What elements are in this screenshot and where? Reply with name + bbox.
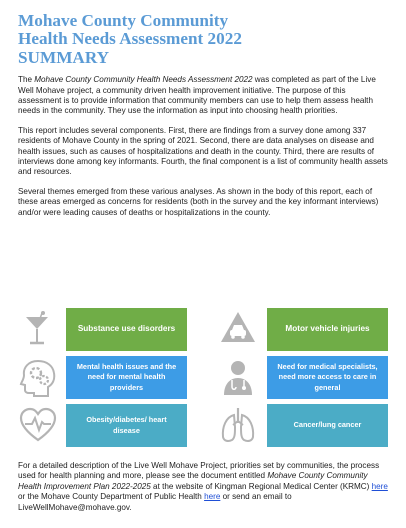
krmc-link[interactable]: here	[371, 481, 388, 491]
head-gears-icon	[18, 357, 58, 397]
theme-medical-specialists: Need for medical specialists, need more access to care in general	[267, 356, 388, 399]
document-title	[18, 12, 388, 67]
footer-paragraph	[18, 461, 388, 513]
intro-paragraph	[18, 75, 388, 117]
theme-obesity-diabetes: Obesity/diabetes/ heart disease	[66, 404, 187, 447]
intro-prefix: The	[18, 75, 35, 85]
theme-cancer: Cancer/lung cancer	[267, 404, 388, 447]
themes-row-3	[18, 404, 388, 447]
doctor-stethoscope-icon	[218, 357, 258, 397]
cocktail-glass-icon	[18, 309, 58, 349]
theme-substance-use: Substance use disorders	[66, 308, 187, 351]
intro-rest: was completed as part of the Live Well Mohave project, a community driven health improvement initiative. The purpose of this assessment is to provide information that community members can use to help them assess health needs in the community. They use the information as input into choosing health priorities.	[18, 75, 376, 116]
lungs-icon	[218, 405, 258, 445]
themes-paragraph: Several themes emerged from these various analyses. As shown in the body of this report, each of these areas emerged as concerns for residents (both in the survey and the key informant interviews) and/or were leading causes of deaths or hospitalizations in the county.	[18, 186, 379, 217]
themes-row-2	[18, 356, 388, 399]
car-crash-warning-icon	[218, 309, 258, 349]
theme-mental-health: Mental health issues and the need for mental health providers	[66, 356, 187, 399]
themes-row-1	[18, 308, 388, 351]
summary-page	[18, 11, 388, 512]
title-line-2: Health Needs Assessment 2022	[18, 29, 242, 49]
title-line-1: Mohave County Community	[18, 11, 229, 30]
theme-motor-vehicle: Motor vehicle injuries	[267, 308, 388, 351]
title-line-3: SUMMARY	[18, 47, 110, 67]
components-paragraph: This report includes several components. First, there are findings from a survey done among 337 residents of Mohave County in the spring of 2021. Second, there are data analyses on disease and health issues, such as causes of hospitalizations and death in the county. Third, there are results of interviews done among key informants. Fourth, the final component is a list of community health assets and resources.	[18, 125, 388, 177]
heart-pulse-icon	[18, 405, 58, 445]
footer-part-1: For a detailed description of the Live Well Mohave Project, priorities set by communities, the process used for health planning and more, please see the document entitled	[18, 461, 380, 481]
footer-part-3: or the Mohave County Department of Public Health	[18, 492, 205, 502]
footer-part-2: at the website of Kingman Regional Medical Center (KRMC)	[150, 481, 372, 491]
public-health-link[interactable]: here	[204, 492, 221, 502]
footer-doc-name: Mohave County Community Health Improvement Plan 2022-2025	[18, 471, 368, 491]
intro-doc-name: Mohave County Community Health Needs Assessment 2022	[34, 75, 253, 85]
footer-part-4: or send an email to LiveWellMohave@mohave.gov.	[18, 492, 292, 512]
